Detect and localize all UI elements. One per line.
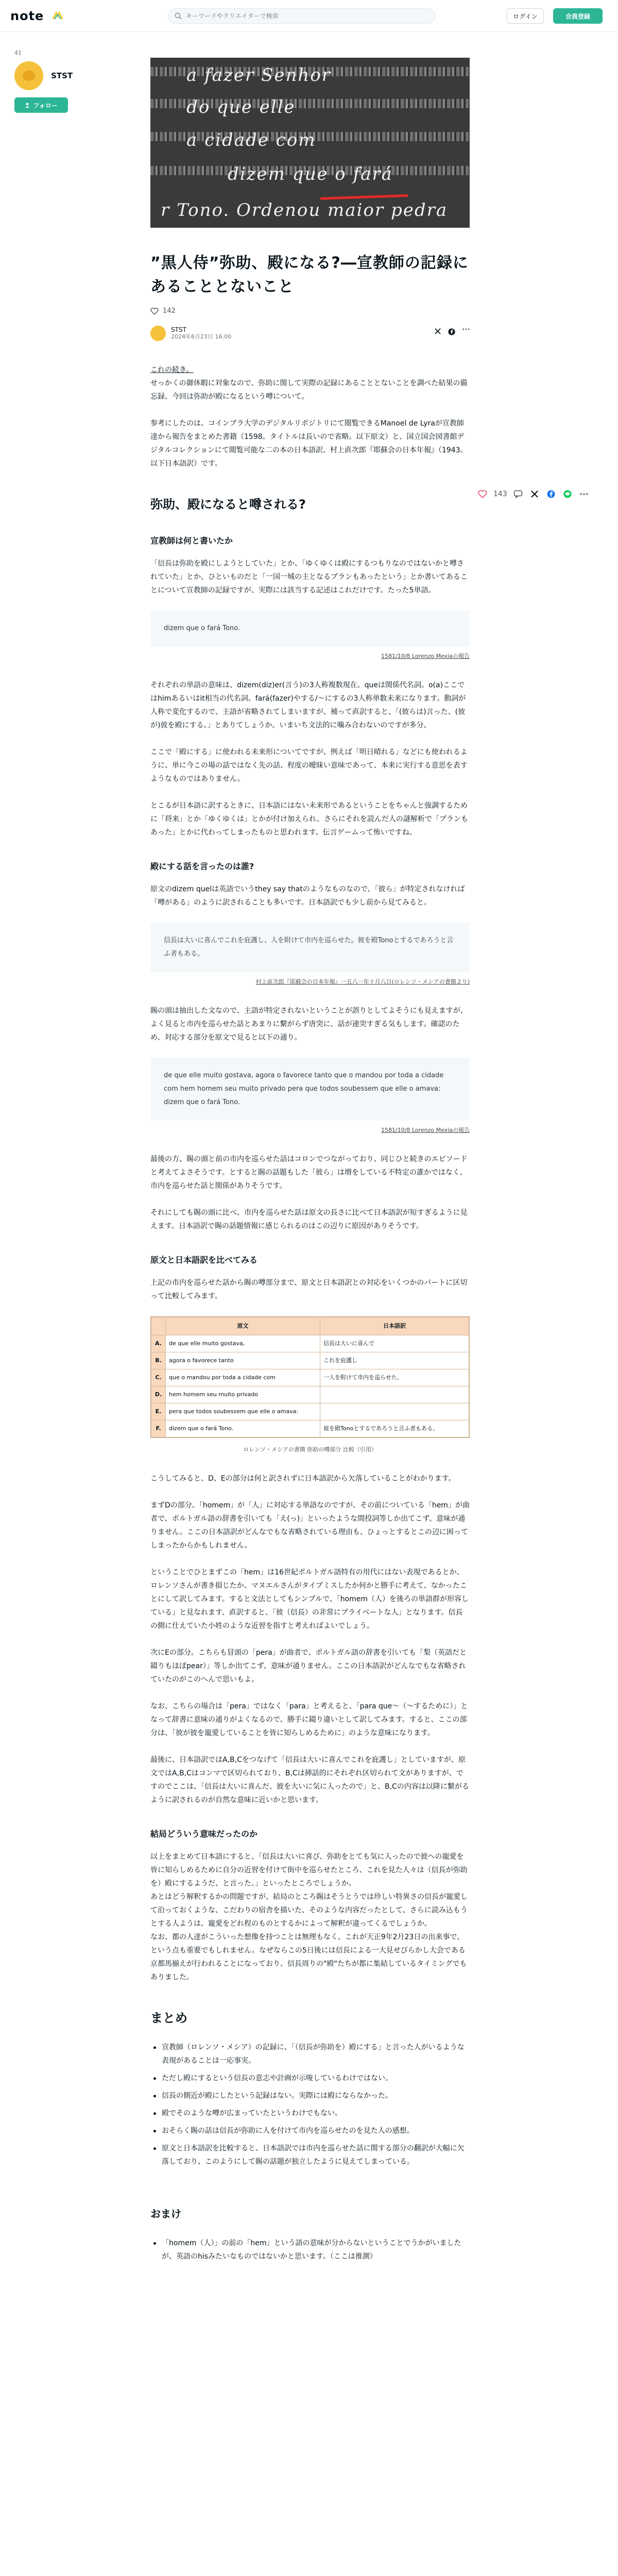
row-key: F. (151, 1420, 166, 1437)
hero-text-line: a fazer Senhor (186, 65, 331, 86)
body-paragraph: それにしても賜の頭に比べ、市内を巡らせた話は原文の長さに比べて日本語訳が短すぎるように見えます。日本語訳で賜の話題情報に感じられるのはこの辺りに原因がありそうです。 (150, 1209, 468, 1230)
table-row (151, 1335, 469, 1352)
translation-cell: 一人を附けて市内を巡らせた。 (320, 1369, 469, 1386)
row-key: B. (151, 1352, 166, 1369)
omake-list (150, 2236, 470, 2263)
body-paragraph: 上記の市内を巡らせた話から賜の噂部分まで、原文と日本語訳との対応をいくつかのパートに区切って比較してみます。 (150, 1279, 468, 1300)
translation-cell: 信長は大いに喜んで (320, 1335, 469, 1352)
body-paragraph: ここで「殿にする」に使われる未来形についてですが、例えば「明日晴れる」などにも使われるように、単に今この場の話ではなく先の話、程度の曖昧い意味であって、本来に実行する意思を表すようなものではありません。 (150, 748, 468, 783)
heart-icon[interactable] (477, 488, 488, 500)
quote-block: dizem que o fará Tono. (150, 611, 470, 647)
list-item: おそらく賜の話は信長が弥助に人を付けて市内を巡らせたのを見た人の感想。 (150, 2124, 470, 2138)
body-paragraph: なお、都の人達がこういった想像を持つことは無理もなく、これが天正9年2月23日の出来事で、という点も重要でもしれません。なぜならこの5日後には信長による一大見せびらかし大会である京都馬揃えが行われることになっており、信長周りの"殿"たちが都に集結しているタイミングでもありました。 (150, 1933, 467, 1981)
title-like-row (150, 307, 470, 315)
x-share-icon[interactable] (529, 488, 540, 500)
comparison-table (151, 1317, 469, 1437)
translation-cell: 彼を殿Tonoとするであろうと言ふ者もある。 (320, 1420, 469, 1437)
body-paragraph: ということでひとまずこの「hem」は16世紀ポルトガル語特有の用代にはない表現であるとか、ロレンソさんが書き損じたか、マヌエルさんがタイプミスしたか何かと勝手に考えて、なかったことにして訳してみます。すると文法としてもシンプルで、「homem（人）を後ろの単語群が形容している」と見なれます、直訳すると、「彼（信長）の非常にプライベートな人」となります。信長の側に仕えていた小姓のような近習を指すと考えればよいでしょう。 (150, 1568, 469, 1630)
add-user-icon (25, 102, 31, 108)
follow-button[interactable] (14, 97, 68, 113)
follow-button-label: フォロー (33, 101, 58, 109)
row-key: D. (151, 1386, 166, 1403)
source-cell: hem homem seu muito privado (166, 1386, 320, 1403)
row-key: C. (151, 1369, 166, 1386)
body-paragraph: 次にEの部分。こちらも冒頭の「pera」が曲者で、ポルトガル語の辞書を引いても「梨（英語だと綴りもほぼpear）」等しか出てこず、意味が通りません。ここの日本語訳がどんなでもな省略されていたのがこのへんで思いもよ。 (150, 1649, 467, 1684)
quote-citation[interactable]: 村上直次郎『耶蘇会の日本年報』一五八一年十月八日(ロレンソ・メシアの書簡より) (255, 978, 470, 985)
signup-button[interactable]: 会員登録 (553, 8, 603, 24)
hero-text-line: dizem que o fará (228, 164, 393, 184)
body-paragraph: こうしてみると、D、Eの部分は何と訳されずに日本語訳から欠落していることがわかります。 (150, 1475, 456, 1483)
x-share-icon[interactable] (435, 328, 441, 334)
subsection-heading: 殿にする話を言ったのは誰? (150, 861, 254, 871)
hero-image (150, 58, 470, 228)
more-options-icon[interactable] (462, 328, 470, 330)
search-input[interactable] (186, 12, 413, 20)
intro-paragraph (150, 363, 470, 377)
previous-article-link[interactable]: これの続き。 (150, 366, 194, 374)
top-navigation-bar (0, 0, 618, 32)
list-item: ただし殿にするという信長の意志や計画が示唆しているわけではない。 (150, 2072, 470, 2085)
publish-date: 2024年6月23日 16:00 (171, 333, 232, 340)
body-paragraph: 最後に、日本語訳ではA,B,Cをつなげて「信長は大いに喜んでこれを庇護し」としていますが、原文ではA,B,Cはコンマで区切られており、B,Cは挿話的にそれぞれ区切られて文がありますが、ですのでここは、「信長は大いに喜んだ、彼を大いに気に入ったので」と、B,Cの内容は以降に繋がるように訳されるのが自然な意味に近いかと思います。 (150, 1756, 469, 1804)
table-corner (151, 1317, 166, 1335)
quote-block: de que elle muito gostava, agora o favorece tanto que o mandou por toda a cidade com hem homem seu muito privado pera que todos soubessem que elle o amava: dizem que o fará Tono. (150, 1058, 470, 1121)
article-title: ”黒人侍”弥助、殿になる?―宣教師の記録にあることとないこと (150, 254, 469, 296)
list-item: 宣教師（ロレンソ・メシア）の記録に、「（信長が弥助を）殿にする」と言った人がいるような表現があることは一応事実。 (150, 2041, 470, 2067)
note-logo[interactable]: note (10, 9, 44, 23)
author-card-label: 41 (14, 49, 22, 56)
table-caption: ロレンソ・メシアの書簡 弥助の噂部分 比較（引用） (243, 1446, 377, 1453)
source-cell: dizem que o fará Tono. (166, 1420, 320, 1437)
facebook-share-icon[interactable] (448, 328, 455, 335)
author-meta (171, 326, 231, 341)
subsection-heading: 原文と日本語訳を比べてみる (150, 1255, 258, 1265)
table-header: 原文 (166, 1317, 320, 1335)
side-like-count: 143 (493, 490, 507, 498)
author-sidebar-card (14, 49, 102, 113)
quote-block: 信長は大いに喜んでこれを庇護し、人を附けて市内を巡らせた。彼を殿Tonoとするであろうと言ふ者もある。 (150, 923, 470, 972)
body-paragraph: まずDの部分。「homem」が「人」に対応する単語なのですが、その前についている「hem」が曲者で、ポルトガル語の辞書を引いても「え(っ)」といったような間投詞等しか出てこず、意味が通りません。ここの日本語訳がどんなでもな省略されている理由も、ひょっとするとこの辺に困ってしまったからかもしれません。 (150, 1501, 470, 1550)
table-row (151, 1386, 469, 1403)
search-icon (175, 12, 182, 20)
facebook-share-icon[interactable] (545, 488, 557, 500)
article-column (150, 58, 470, 2277)
list-item: 「homem（人）」の前の「hem」という語の意味が分からないということでうかがいましたが、英語のhisみたいなものではないかと思います。（ここは推測） (150, 2236, 470, 2263)
row-key: E. (151, 1403, 166, 1420)
intro-paragraph: せっかくの御休暇に対象なので、弥助に関して実際の記録にあることとないことを調べた結果の備忘録。今回は弥助が殿になるという噂について。 (150, 379, 468, 401)
table-row (151, 1420, 469, 1437)
author-name[interactable]: STST (51, 71, 73, 80)
translation-cell: これを庇護し (320, 1352, 469, 1369)
table-header: 日本語訳 (320, 1317, 469, 1335)
hero-red-underline (320, 194, 408, 200)
section-heading: まとめ (150, 2011, 187, 2025)
article-author-row (150, 324, 470, 343)
body-paragraph: 賜の頭は抽出した文なので、主語が特定されないということが誤りとしてよそうにも見えますが、よく見ると市内を巡らせた話とあまりに繋がらず唐突に、話が連突すぎる気もします。確認のため、対応する部分を原文で見ると以下の通り。 (150, 1007, 468, 1042)
source-cell: agora o favorece tanto (166, 1352, 320, 1369)
body-paragraph: 「信長は弥助を殿にしようとしていた」とか、「ゆくゆくは殿にするつもりなのではないかと噂されていた」とか、ひといものだと「一国一城の主となるプランもあったという」とか書いてあることについて宣教師の記録ですが、実際には該当する記述はこれだけです。たった5単語。 (150, 560, 468, 595)
section-heading: 弥助、殿になると噂される? (150, 497, 306, 512)
list-item: 原文と日本語訳を比較すると、日本語訳では市内を巡らせた話に関する部分の翻訳が大幅に欠落しており、このようにして賜の話題が独立したように見えてしまっている。 (150, 2142, 470, 2168)
more-options-icon[interactable] (578, 488, 590, 500)
hero-text-line: a cidade com (186, 130, 316, 150)
body-paragraph: なお、こちらの場合は「pera」ではなく「para」と考えると、「para que～（～するために）」となって辞書に意味の通りがよくなるので、勝手に綴り違いとして訳してみます。すると、ここの部分は、「彼が彼を寵愛していることを皆に知らしめるために」のような意味になります。 (150, 1702, 468, 1737)
comment-icon[interactable] (512, 488, 524, 500)
like-count: 142 (163, 307, 176, 315)
section-heading: おまけ (150, 2208, 181, 2220)
table-row (151, 1369, 469, 1386)
list-item: 信長の側近が殿にしたという記録はない。実際には殿にならなかった。 (150, 2089, 470, 2103)
list-item: 殿でそのような噂が広まっていたというわけでもない。 (150, 2107, 470, 2120)
quote-citation[interactable]: 1581/10/8 Lorenzo Mexiaの報告 (381, 1127, 470, 1133)
body-paragraph: とこるが日本語に訳するときに、日本語にはない未来形であるということをちゃんと強調するために「将来」とか「ゆくゆくは」とかが付け加えられ、さらにそれを読んだ人の謎解析で「プランもあった」とかに代わってしまったものと思われます。伝言ゲームって怖いですね。 (150, 802, 468, 837)
quote-citation[interactable]: 1581/10/8 Lorenzo Mexiaの報告 (381, 653, 470, 659)
summary-list (150, 2041, 470, 2168)
row-key: A. (151, 1335, 166, 1352)
hero-text-line: do que elle (186, 97, 296, 117)
floating-action-bar (477, 488, 590, 500)
body-paragraph: 原文のdizem quelは英語でいうthey say thatのようなものなので、「彼ら」が特定されなければ「噂がある」のように訳されることも多いです。日本語訳でも少し前から見てみると。 (150, 885, 465, 907)
translation-cell (320, 1386, 469, 1403)
heart-icon[interactable] (150, 308, 159, 315)
source-cell: de que elle muito gostava, (166, 1335, 320, 1352)
body-paragraph: あとはどう解釈するかの問題ですが、結局のところ賜はそうとうでは珍しい特異さの信長が寵愛して沿っておくような、こだわりの宿舎を描いた、そのような内容だったとして、さらに読み込もうとする人ようは、寵愛をどれ程のものとするかによって解釈が違ってくるでしょうか。 (150, 1893, 468, 1928)
translation-cell (320, 1403, 469, 1420)
body-paragraph: 最後の方、賜の頭と前の市内を巡らせた話はコロンでつながっており、同じひと続きのエピソードと考えてよさそうです。とすると賜の話題もした「彼ら」は増をしている不特定の誰かではなく、市内を巡らせた話と関係がありそうです。 (150, 1155, 468, 1190)
line-share-icon[interactable] (562, 488, 573, 500)
author-avatar-small[interactable] (150, 326, 166, 341)
source-cell: pera que todos soubessem que elle o amava: (166, 1403, 320, 1420)
table-row (151, 1352, 469, 1369)
search-bar[interactable] (168, 8, 436, 24)
body-paragraph: それぞれの単語の意味は、dizem(diz)er(言う)の3人称複数現在。queは関係代名詞。o(a)ここではhimあるいはit相当の代名詞。fará(fazer)やする/～にするの3人称単数未来になります。動詞が人称で変化するので、主語が省略されてしまいますが、補って直訳すると、「(彼らは)言った、(彼が)彼を殿にする。」とありてしょうか。いまいち文法的に噛み合わないのですが多分。 (150, 681, 466, 730)
subsection-heading: 結局どういう意味だったのか (150, 1829, 258, 1839)
login-button[interactable]: ログイン (507, 8, 544, 24)
intro-paragraph: 参考にしたのは、コインブラ大学のデジタルリポジトリにて閲覧できるManoel de Lyraが宣教師達から報告をまとめた書籍（1598。タイトルは長いので省略。以下原文）と、国立国会図書館デジタルコレクションにて閲覧可能な二の本の日本語訳、村上直次郎『耶蘇会の日本年報』（1943。以下日本語訳）です。 (150, 419, 468, 468)
body-paragraph: 以上をまとめて日本語にすると、「信長は大いに喜び、弥助をとても気に入ったので彼への寵愛を皆に知らしめるために自分の近習を付けて街中を巡らせたところ、これを見た人々は（信長が弥助を）殿にするようだ、と言った。」といったところでしょうか。 (150, 1853, 468, 1888)
hero-text-line: r Tono. Ordenou maior pedra (161, 200, 448, 221)
comparison-table-image (150, 1316, 470, 1438)
share-icons (435, 328, 470, 335)
note-logo-mark-icon (52, 10, 64, 22)
article-author-name[interactable]: STST (171, 326, 186, 333)
table-row (151, 1403, 469, 1420)
author-avatar[interactable] (14, 61, 43, 90)
article-body (150, 363, 470, 2263)
subsection-heading: 宣教師は何と書いたか (150, 536, 233, 546)
source-cell: que o mandou por toda a cidade com (166, 1369, 320, 1386)
